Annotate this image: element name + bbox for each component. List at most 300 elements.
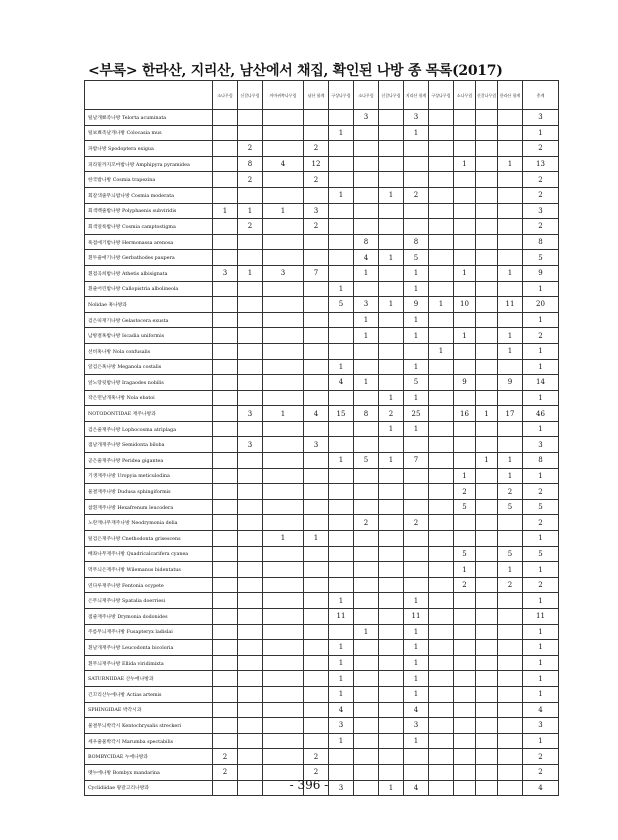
- count-cell: 5: [523, 499, 559, 515]
- count-cell: [213, 515, 238, 531]
- count-cell: [379, 609, 404, 625]
- count-cell: [304, 686, 329, 702]
- count-cell: 1: [404, 328, 429, 344]
- count-cell: 1: [354, 265, 379, 281]
- count-cell: [304, 546, 329, 562]
- count-cell: [476, 359, 498, 375]
- count-cell: 2: [498, 484, 523, 500]
- count-cell: [404, 172, 429, 188]
- count-cell: [329, 749, 354, 765]
- count-cell: [476, 421, 498, 437]
- count-cell: [429, 515, 454, 531]
- count-cell: [238, 546, 263, 562]
- count-cell: [329, 156, 354, 172]
- count-cell: [329, 172, 354, 188]
- count-cell: [476, 671, 498, 687]
- count-cell: [476, 686, 498, 702]
- count-cell: [498, 671, 523, 687]
- count-cell: [498, 749, 523, 765]
- count-cell: [454, 359, 476, 375]
- count-cell: [429, 733, 454, 749]
- species-name-cell: 연다루재주나방 Fentonia ocypete: [85, 577, 213, 593]
- count-cell: [238, 468, 263, 484]
- column-header: 소나무림: [354, 81, 379, 110]
- count-cell: 1: [429, 343, 454, 359]
- count-cell: [476, 484, 498, 500]
- count-cell: [238, 640, 263, 656]
- count-cell: 2: [213, 749, 238, 765]
- count-cell: 3: [404, 110, 429, 126]
- count-cell: [429, 234, 454, 250]
- table-row: [85, 593, 559, 609]
- column-header: [85, 81, 213, 110]
- count-cell: 7: [304, 265, 329, 281]
- count-cell: [379, 468, 404, 484]
- count-cell: [354, 141, 379, 157]
- count-cell: [304, 375, 329, 391]
- count-cell: 1: [263, 531, 304, 547]
- count-cell: [238, 733, 263, 749]
- species-name-cell: 배좌나무재주나방 Quadricalcarifera cyanea: [85, 546, 213, 562]
- count-cell: [379, 234, 404, 250]
- count-cell: [498, 172, 523, 188]
- species-name-cell: 알검은혹나방 Meganola costalis: [85, 359, 213, 375]
- count-cell: [329, 110, 354, 126]
- count-cell: [213, 110, 238, 126]
- count-cell: [238, 343, 263, 359]
- count-cell: 8: [354, 406, 379, 422]
- count-cell: 4: [329, 702, 354, 718]
- species-name-cell: 털보뾰족날개나방 Colocasia mus: [85, 125, 213, 141]
- count-cell: [454, 718, 476, 734]
- count-cell: [429, 390, 454, 406]
- count-cell: [354, 437, 379, 453]
- count-cell: [379, 749, 404, 765]
- count-cell: [354, 390, 379, 406]
- count-cell: 1: [404, 421, 429, 437]
- count-cell: [454, 219, 476, 235]
- species-name-cell: 검은줄재주나방 Lophocosma atriplaga: [85, 421, 213, 437]
- count-cell: [238, 531, 263, 547]
- column-header: 소나무림: [454, 81, 476, 110]
- count-cell: [213, 453, 238, 469]
- count-cell: [213, 343, 238, 359]
- count-cell: [263, 125, 304, 141]
- count-cell: [379, 312, 404, 328]
- count-cell: [329, 250, 354, 266]
- species-name-cell: 곧은줄재주나방 Peridea gigantea: [85, 453, 213, 469]
- count-cell: [498, 686, 523, 702]
- count-cell: [476, 640, 498, 656]
- table-row: [85, 281, 559, 297]
- count-cell: [476, 328, 498, 344]
- count-cell: 11: [523, 609, 559, 625]
- count-cell: [263, 172, 304, 188]
- count-cell: [238, 484, 263, 500]
- count-cell: [329, 203, 354, 219]
- count-cell: [498, 250, 523, 266]
- count-cell: [238, 671, 263, 687]
- count-cell: 4: [329, 375, 354, 391]
- count-cell: [238, 593, 263, 609]
- count-cell: 8: [238, 156, 263, 172]
- count-cell: 1: [523, 655, 559, 671]
- column-header: 까마귀쪽나무림: [263, 81, 304, 110]
- count-cell: [379, 624, 404, 640]
- table-row: [85, 546, 559, 562]
- count-cell: 1: [404, 281, 429, 297]
- species-name-cell: 검은띠재기나방 Gelastocera exusta: [85, 312, 213, 328]
- count-cell: 1: [404, 312, 429, 328]
- species-name-cell: Cyclidiidae 왕갈고리나방과: [85, 780, 213, 796]
- count-cell: [379, 265, 404, 281]
- table-row: [85, 718, 559, 734]
- count-cell: [238, 609, 263, 625]
- count-cell: [498, 421, 523, 437]
- count-cell: [476, 297, 498, 313]
- species-name-cell: BOMBYCIDAE 누에나방과: [85, 749, 213, 765]
- species-name-cell: 작은먼날개혹나방 Nola ebatoi: [85, 390, 213, 406]
- count-cell: [379, 219, 404, 235]
- count-cell: 3: [354, 297, 379, 313]
- count-cell: 3: [329, 780, 354, 796]
- count-cell: [354, 671, 379, 687]
- count-cell: [304, 359, 329, 375]
- count-cell: [379, 718, 404, 734]
- count-cell: [429, 281, 454, 297]
- count-cell: [379, 437, 404, 453]
- count-cell: [476, 141, 498, 157]
- count-cell: 1: [404, 125, 429, 141]
- species-name-cell: 털날개뾰족나방 Telorta acuminata: [85, 110, 213, 126]
- count-cell: [476, 593, 498, 609]
- species-name-cell: 주름무늬재주나방 Fusapteryx ladislai: [85, 624, 213, 640]
- count-cell: 1: [498, 343, 523, 359]
- species-name-cell: SATURNIIDAE 산누에나방과: [85, 671, 213, 687]
- count-cell: [213, 640, 238, 656]
- count-cell: [238, 577, 263, 593]
- count-cell: 1: [379, 250, 404, 266]
- count-cell: [429, 250, 454, 266]
- count-cell: [429, 562, 454, 578]
- species-name-cell: 멧누에나방 Bombyx mandarina: [85, 764, 213, 780]
- count-cell: [429, 702, 454, 718]
- species-name-cell: 흰줄어린밤나방 Callopistria albolineola: [85, 281, 213, 297]
- count-cell: 1: [404, 359, 429, 375]
- count-cell: 1: [454, 468, 476, 484]
- count-cell: [476, 234, 498, 250]
- table-row: [85, 686, 559, 702]
- count-cell: [429, 156, 454, 172]
- table-row: [85, 749, 559, 765]
- count-cell: [498, 624, 523, 640]
- count-cell: 15: [329, 406, 354, 422]
- count-cell: [213, 562, 238, 578]
- count-cell: [354, 499, 379, 515]
- page-number: - 396 -: [289, 778, 329, 792]
- table-row: [85, 655, 559, 671]
- species-name-cell: 점날개재주나방 Semidonta biloba: [85, 437, 213, 453]
- count-cell: 2: [404, 187, 429, 203]
- count-cell: [213, 718, 238, 734]
- count-cell: [379, 686, 404, 702]
- count-cell: [429, 593, 454, 609]
- count-cell: [498, 593, 523, 609]
- count-cell: 1: [379, 187, 404, 203]
- count-cell: [354, 281, 379, 297]
- count-cell: [379, 593, 404, 609]
- count-cell: 2: [523, 172, 559, 188]
- count-cell: 2: [304, 141, 329, 157]
- count-cell: [329, 328, 354, 344]
- count-cell: [304, 187, 329, 203]
- count-cell: [329, 390, 354, 406]
- count-cell: 2: [454, 484, 476, 500]
- table-row: [85, 702, 559, 718]
- count-cell: [213, 250, 238, 266]
- count-cell: [238, 297, 263, 313]
- count-cell: 2: [304, 219, 329, 235]
- count-cell: [379, 328, 404, 344]
- count-cell: [263, 515, 304, 531]
- count-cell: [379, 141, 404, 157]
- count-cell: [429, 686, 454, 702]
- count-cell: [476, 187, 498, 203]
- count-cell: 1: [523, 562, 559, 578]
- count-cell: 3: [354, 110, 379, 126]
- count-cell: [304, 343, 329, 359]
- count-cell: [304, 125, 329, 141]
- count-cell: 1: [379, 421, 404, 437]
- count-cell: [213, 219, 238, 235]
- count-cell: [404, 437, 429, 453]
- count-cell: [213, 671, 238, 687]
- count-cell: [404, 343, 429, 359]
- count-cell: [454, 453, 476, 469]
- count-cell: [213, 421, 238, 437]
- count-cell: [263, 671, 304, 687]
- count-cell: [429, 640, 454, 656]
- count-cell: [304, 562, 329, 578]
- count-cell: [476, 718, 498, 734]
- count-cell: 5: [404, 250, 429, 266]
- count-cell: 3: [238, 406, 263, 422]
- count-cell: 2: [523, 749, 559, 765]
- count-cell: [476, 655, 498, 671]
- count-cell: 1: [329, 281, 354, 297]
- count-cell: [404, 577, 429, 593]
- count-cell: 2: [523, 328, 559, 344]
- count-cell: 11: [404, 609, 429, 625]
- count-cell: 1: [523, 359, 559, 375]
- count-cell: [429, 110, 454, 126]
- count-cell: 3: [329, 718, 354, 734]
- count-cell: [304, 702, 329, 718]
- count-cell: [476, 250, 498, 266]
- count-cell: [263, 453, 304, 469]
- count-cell: [213, 281, 238, 297]
- count-cell: 2: [404, 515, 429, 531]
- count-cell: [263, 577, 304, 593]
- column-header: 신갈나무림: [238, 81, 263, 110]
- count-cell: 12: [304, 156, 329, 172]
- count-cell: [213, 312, 238, 328]
- species-name-cell: Nolidae 혹나방과: [85, 297, 213, 313]
- count-cell: [304, 577, 329, 593]
- count-cell: [238, 655, 263, 671]
- count-cell: [404, 219, 429, 235]
- table-row: [85, 562, 559, 578]
- table-row: [85, 203, 559, 219]
- table-row: [85, 141, 559, 157]
- count-cell: 5: [498, 499, 523, 515]
- count-cell: [404, 484, 429, 500]
- count-cell: [354, 593, 379, 609]
- count-cell: 46: [523, 406, 559, 422]
- count-cell: [454, 234, 476, 250]
- count-cell: [498, 219, 523, 235]
- count-cell: 1: [404, 265, 429, 281]
- count-cell: [263, 484, 304, 500]
- table-row: [85, 187, 559, 203]
- count-cell: [454, 250, 476, 266]
- count-cell: 16: [454, 406, 476, 422]
- column-header: 지리산 합계: [404, 81, 429, 110]
- count-cell: [429, 468, 454, 484]
- count-cell: [498, 312, 523, 328]
- count-cell: 1: [238, 265, 263, 281]
- count-cell: [429, 328, 454, 344]
- count-cell: [238, 499, 263, 515]
- count-cell: 1: [454, 265, 476, 281]
- count-cell: 13: [523, 156, 559, 172]
- species-name-cell: 기생재주나방 Uropyia meticulodina: [85, 468, 213, 484]
- count-cell: [354, 718, 379, 734]
- count-cell: [354, 702, 379, 718]
- count-cell: 1: [523, 390, 559, 406]
- count-cell: [329, 546, 354, 562]
- count-cell: [304, 468, 329, 484]
- column-header: 총계: [523, 81, 559, 110]
- count-cell: 2: [523, 219, 559, 235]
- count-cell: [454, 312, 476, 328]
- count-cell: [429, 624, 454, 640]
- count-cell: [354, 733, 379, 749]
- count-cell: [263, 343, 304, 359]
- count-cell: [304, 624, 329, 640]
- count-cell: 1: [354, 328, 379, 344]
- count-cell: 1: [379, 780, 404, 796]
- count-cell: [429, 375, 454, 391]
- count-cell: 14: [523, 375, 559, 391]
- count-cell: [263, 546, 304, 562]
- count-cell: 5: [329, 297, 354, 313]
- count-cell: 1: [523, 640, 559, 656]
- count-cell: 25: [404, 406, 429, 422]
- count-cell: [304, 515, 329, 531]
- count-cell: 4: [263, 156, 304, 172]
- count-cell: [263, 609, 304, 625]
- count-cell: [354, 640, 379, 656]
- count-cell: [454, 281, 476, 297]
- column-header: 남산 합계: [304, 81, 329, 110]
- count-cell: 1: [329, 593, 354, 609]
- count-cell: [379, 577, 404, 593]
- count-cell: 8: [404, 234, 429, 250]
- count-cell: [238, 515, 263, 531]
- count-cell: 1: [404, 686, 429, 702]
- column-header: 신갈나무림: [476, 81, 498, 110]
- count-cell: [329, 219, 354, 235]
- count-cell: [238, 312, 263, 328]
- count-cell: [404, 749, 429, 765]
- count-cell: [238, 749, 263, 765]
- count-cell: [213, 328, 238, 344]
- count-cell: [476, 624, 498, 640]
- species-name-cell: 흰날개재주나방 Leucodonta bicoloria: [85, 640, 213, 656]
- count-cell: 7: [404, 453, 429, 469]
- count-cell: [354, 187, 379, 203]
- count-cell: [454, 624, 476, 640]
- species-name-cell: 회색백줄밤나방 Polyphaenis subviridis: [85, 203, 213, 219]
- count-cell: 2: [523, 484, 559, 500]
- count-cell: [354, 203, 379, 219]
- count-cell: [238, 390, 263, 406]
- count-cell: 1: [263, 203, 304, 219]
- count-cell: [476, 546, 498, 562]
- count-cell: [354, 562, 379, 578]
- count-cell: [263, 250, 304, 266]
- count-cell: [263, 141, 304, 157]
- count-cell: [329, 562, 354, 578]
- count-cell: [498, 187, 523, 203]
- count-cell: 2: [523, 515, 559, 531]
- count-cell: [354, 484, 379, 500]
- species-name-cell: 회색얼룩밤나방 Cosmia camptostigma: [85, 219, 213, 235]
- count-cell: [404, 562, 429, 578]
- count-cell: [329, 234, 354, 250]
- count-cell: [454, 125, 476, 141]
- count-cell: [476, 172, 498, 188]
- table-row: [85, 110, 559, 126]
- count-cell: [404, 156, 429, 172]
- count-cell: 1: [329, 187, 354, 203]
- count-cell: [263, 219, 304, 235]
- count-cell: [476, 531, 498, 547]
- count-cell: [238, 562, 263, 578]
- count-cell: 2: [454, 577, 476, 593]
- count-cell: [429, 546, 454, 562]
- count-cell: [498, 718, 523, 734]
- column-header: 신갈나무림: [379, 81, 404, 110]
- count-cell: [263, 187, 304, 203]
- count-cell: [476, 609, 498, 625]
- count-cell: [238, 686, 263, 702]
- table-row: [85, 421, 559, 437]
- count-cell: [213, 624, 238, 640]
- count-cell: 2: [523, 764, 559, 780]
- count-cell: [263, 390, 304, 406]
- count-cell: [429, 577, 454, 593]
- count-cell: 1: [498, 265, 523, 281]
- count-cell: [304, 453, 329, 469]
- species-name-cell: 은무늬재주나방 Spatalia doerriesi: [85, 593, 213, 609]
- count-cell: [354, 609, 379, 625]
- count-cell: 1: [329, 733, 354, 749]
- count-cell: [354, 172, 379, 188]
- count-cell: [454, 187, 476, 203]
- species-table: [84, 80, 559, 796]
